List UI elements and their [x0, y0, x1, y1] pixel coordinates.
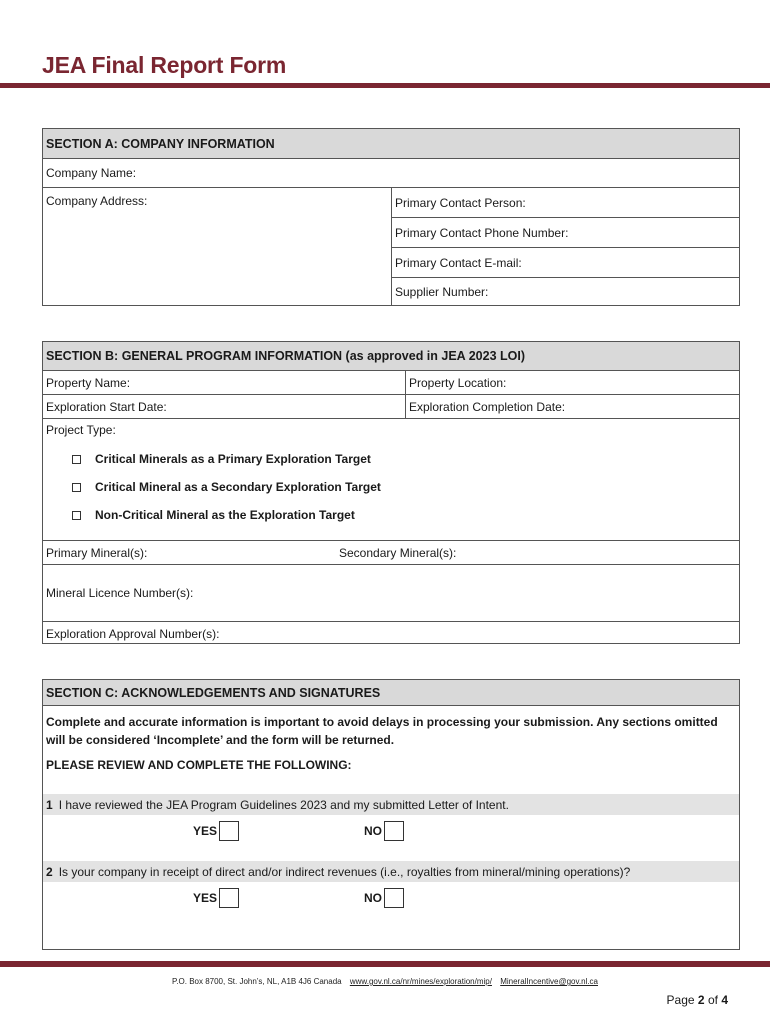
- yes-label: YES: [193, 824, 218, 838]
- section-b-heading: SECTION B: GENERAL PROGRAM INFORMATION (as approved in JEA 2023 LOI): [43, 342, 739, 371]
- q2-yes[interactable]: [193, 888, 239, 908]
- section-a-heading: SECTION A: COMPANY INFORMATION: [43, 129, 739, 159]
- footer-address: P.O. Box 8700, St. John’s, NL, A1B 4J6 Canada: [172, 977, 342, 986]
- checkbox[interactable]: [72, 511, 81, 520]
- q1-yes[interactable]: [193, 821, 239, 841]
- page-total: 4: [721, 993, 728, 1007]
- option-label: Critical Mineral as a Secondary Exploration Target: [95, 480, 381, 494]
- contact-person-field[interactable]: Primary Contact Person:: [392, 188, 739, 218]
- no-label: NO: [364, 824, 382, 838]
- section-c-heading: SECTION C: ACKNOWLEDGEMENTS AND SIGNATURES: [43, 680, 739, 706]
- yes-checkbox[interactable]: [219, 821, 239, 841]
- page-of: of: [707, 993, 718, 1007]
- page-current: 2: [697, 993, 705, 1007]
- company-address-field[interactable]: [43, 188, 391, 305]
- checkbox[interactable]: [72, 455, 81, 464]
- section-b: [42, 341, 740, 644]
- property-location-field[interactable]: Property Location:: [405, 371, 739, 394]
- footer-email-link[interactable]: MineralIncentive@gov.nl.ca: [500, 977, 598, 986]
- project-type-option[interactable]: [46, 445, 736, 473]
- no-checkbox[interactable]: [384, 821, 404, 841]
- property-name-field[interactable]: Property Name:: [46, 375, 131, 390]
- section-c: [42, 679, 740, 950]
- no-label: NO: [364, 891, 382, 905]
- contact-phone-field[interactable]: Primary Contact Phone Number:: [392, 218, 739, 248]
- question-number: 2: [46, 864, 53, 879]
- question-number: 1: [46, 797, 53, 812]
- licence-numbers-field[interactable]: Mineral Licence Number(s):: [46, 586, 194, 600]
- footer-website-link[interactable]: www.gov.nl.ca/nr/mines/exploration/mip/: [349, 977, 492, 986]
- title-divider: [0, 83, 770, 88]
- question-text: I have reviewed the JEA Program Guidelines 2023 and my submitted Letter of Intent.: [58, 797, 509, 812]
- instructions-text: Complete and accurate information is important to avoid delays in processing your submission. Any sections omitted will be considered ‘Incomplete’ and the form will be returned.: [46, 715, 718, 747]
- start-date-field[interactable]: Exploration Start Date:: [46, 399, 167, 414]
- company-address-label: Company Address:: [46, 194, 148, 208]
- yes-label: YES: [193, 891, 218, 905]
- checkbox[interactable]: [72, 483, 81, 492]
- review-heading: PLEASE REVIEW AND COMPLETE THE FOLLOWING:: [46, 758, 352, 772]
- supplier-number-field[interactable]: Supplier Number:: [395, 284, 489, 299]
- q1-no[interactable]: [364, 821, 404, 841]
- no-checkbox[interactable]: [384, 888, 404, 908]
- yes-checkbox[interactable]: [219, 888, 239, 908]
- completion-date-field[interactable]: Exploration Completion Date:: [405, 395, 739, 418]
- form-title: JEA Final Report Form: [42, 52, 287, 78]
- section-a: [42, 128, 740, 306]
- company-name-label: Company Name:: [46, 166, 137, 180]
- option-label: Non-Critical Mineral as the Exploration Target: [95, 508, 355, 522]
- project-type-group: [43, 419, 739, 541]
- page-number: [667, 993, 728, 1007]
- q2-no[interactable]: [364, 888, 404, 908]
- page-prefix: Page: [666, 993, 695, 1007]
- contact-email-field[interactable]: Primary Contact E-mail:: [392, 248, 739, 278]
- question-1: [43, 794, 739, 815]
- secondary-minerals-field[interactable]: Secondary Mineral(s):: [339, 545, 457, 560]
- project-type-option[interactable]: [46, 501, 736, 529]
- primary-minerals-field[interactable]: Primary Mineral(s):: [46, 545, 148, 560]
- project-type-label: Project Type:: [46, 423, 116, 437]
- company-name-row[interactable]: [43, 159, 739, 188]
- footer-divider: [0, 961, 770, 967]
- approval-numbers-field[interactable]: Exploration Approval Number(s):: [46, 627, 220, 641]
- project-type-option[interactable]: [46, 473, 736, 501]
- question-2: [43, 861, 739, 882]
- option-label: Critical Minerals as a Primary Exploration Target: [95, 452, 371, 466]
- question-text: Is your company in receipt of direct and/or indirect revenues (i.e., royalties from mineral/mining operations)?: [58, 864, 631, 879]
- footer: [0, 977, 770, 986]
